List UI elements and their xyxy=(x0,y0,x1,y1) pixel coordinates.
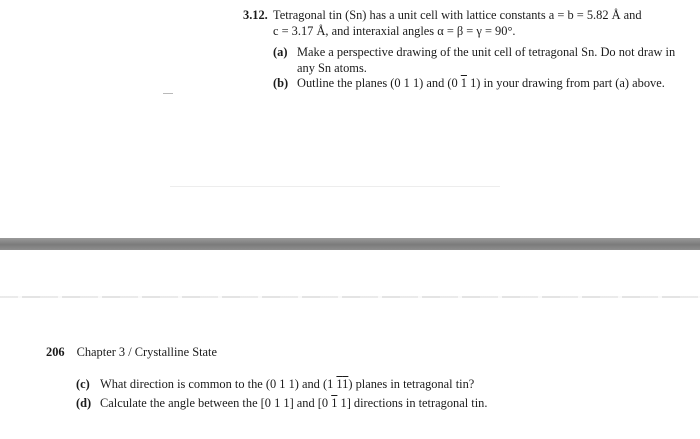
part-b xyxy=(273,76,693,92)
part-d-overbar-index: 1 xyxy=(331,395,338,410)
part-c-text-pre: What direction is common to the (0 1 1) and (1 xyxy=(100,377,337,391)
page-number: 206 xyxy=(46,345,65,359)
part-b-overbar-index: 1 xyxy=(460,76,467,90)
part-b-text-post: 1) in your drawing from part (a) above. xyxy=(467,76,665,90)
part-c xyxy=(76,377,516,393)
part-c-tag: (c) xyxy=(76,377,90,391)
part-d-text-post: 1] directions in tetragonal tin. xyxy=(337,395,488,410)
part-a xyxy=(273,45,693,76)
problem-stem-line-1: Tetragonal tin (Sn) has a unit cell with lattice constants a = b = 5.82 Å and xyxy=(273,8,642,22)
part-d-tag: (d) xyxy=(76,395,92,410)
problem-stem-line-2: c = 3.17 Å, and interaxial angles α = β = γ = 90°. xyxy=(273,23,516,38)
chapter-title: Chapter 3 / Crystalline State xyxy=(76,345,217,359)
faint-scan-row xyxy=(170,186,500,187)
running-head xyxy=(46,345,217,360)
part-b-text-pre: Outline the planes (0 1 1) and (0 xyxy=(297,76,461,90)
part-c-text-post: ) planes in tetragonal tin? xyxy=(348,377,475,391)
scan-artifact-line xyxy=(0,296,700,298)
continued-parts xyxy=(76,377,516,411)
problem-3-12 xyxy=(243,8,693,92)
part-c-overbar-index-1: 1 xyxy=(336,377,343,391)
part-d-text-pre: Calculate the angle between the [0 1 1] and [0 xyxy=(100,395,332,410)
page-divider-bar xyxy=(0,238,700,250)
part-d xyxy=(76,396,516,412)
problem-stem xyxy=(273,8,693,39)
part-a-text: Make a perspective drawing of the unit cell of tetragonal Sn. Do not draw in any Sn atoms. xyxy=(297,45,676,75)
problem-number: 3.12. xyxy=(243,8,268,22)
part-b-tag: (b) xyxy=(273,76,289,90)
part-a-tag: (a) xyxy=(273,45,288,59)
margin-mark xyxy=(163,93,173,94)
part-c-overbar-index-2: 1 xyxy=(342,377,349,391)
